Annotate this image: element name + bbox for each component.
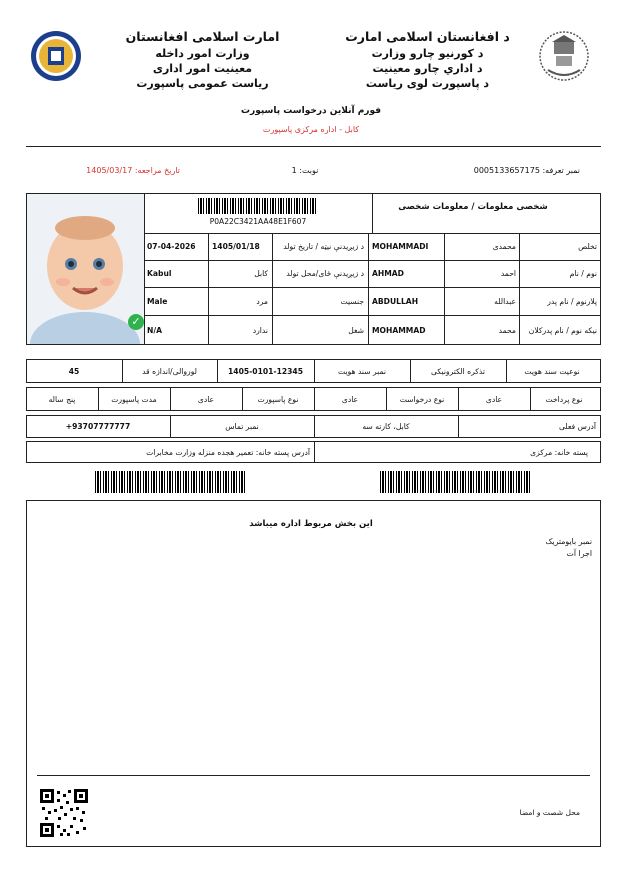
surname-value: محمدی <box>492 242 516 251</box>
right-header-line-2: د اداري چارو معينيت <box>372 62 483 75</box>
biometric-number-label: نمبر بایومتریک <box>545 537 592 546</box>
name-value: احمد <box>500 269 516 278</box>
gender-value: مرد <box>256 296 268 306</box>
grandfather-name-label: نیکه نوم / نام پدرکلان <box>528 325 597 335</box>
father-name-label: پلارنوم / نام پدر <box>547 296 597 306</box>
barcode-left <box>95 471 245 493</box>
application-barcode <box>198 198 318 214</box>
current-address-label: آدرس فعلی <box>559 422 596 431</box>
surname-label: تخلص <box>578 242 597 251</box>
grandfather-name-value: محمد <box>498 325 516 335</box>
name-en: AHMAD <box>372 269 404 278</box>
left-header-line-1: وزارت امور داخله <box>155 47 250 60</box>
execution-label: اجرا آت <box>566 549 592 558</box>
grandfather-name-en: MOHAMMAD <box>372 325 426 335</box>
left-header-line-3: ریاست عمومی پاسپورت <box>136 77 269 90</box>
post-office-address-label: آدرس پسته خانه: <box>255 447 310 457</box>
gender-label: جنسیت <box>340 296 364 306</box>
father-name-value: عبدالله <box>494 296 516 306</box>
request-type-label: نوع درخواست <box>399 394 445 404</box>
right-header-line-3: د پاسپورت لوی ریاست <box>365 77 490 90</box>
phone-value: +93707777777 <box>65 422 131 431</box>
post-office-address <box>30 441 310 463</box>
id-doc-type-label: نوعیت سند هویت <box>524 366 580 376</box>
office-section-title: این بخش مربوط اداره میباشد <box>249 519 373 529</box>
tracking-number <box>440 166 580 175</box>
passport-type-label: نوع پاسپورت <box>257 394 299 404</box>
job-en: N/A <box>147 325 163 335</box>
ref-date-label: تاریخ مراجعه: <box>134 166 180 175</box>
form-subtitle: کابل - اداره مرکزی پاسپورت <box>262 125 360 134</box>
reference-date <box>60 166 180 175</box>
height-label: لوروالی/اندازه قد <box>142 366 197 376</box>
surname-en: MOHAMMADI <box>372 242 429 251</box>
left-header-title: امارت اسلامی افغانستان <box>125 29 280 44</box>
pob-en: Kabul <box>147 269 172 278</box>
form-title: فورم آنلاین درخواست پاسپورت <box>240 106 382 116</box>
request-type-value: عادی <box>341 394 359 404</box>
applicant-photo <box>27 194 144 344</box>
id-doc-number-label: نمبر سند هویت <box>338 366 386 376</box>
tracking-value: 0005133657175 <box>473 166 540 175</box>
personal-section-title: شخصی معلومات / معلومات شخصی <box>398 202 548 212</box>
post-office-address-value: تعمیر هجده منزله وزارت مخابرات <box>146 447 254 457</box>
tracking-label: نمبر تعرفه: <box>542 166 580 175</box>
job-label: شغل <box>348 325 364 335</box>
passport-duration-label: مدت پاسپورت <box>111 394 157 404</box>
post-office-value: مرکزی <box>530 447 553 457</box>
right-header-title: د افغانستان اسلامی امارت <box>345 29 510 44</box>
barcode-right <box>380 471 530 493</box>
post-office-label: پسته خانه: <box>554 447 588 457</box>
dob-label: د زیږیدنې نیټه / تاریخ تولد <box>283 242 364 251</box>
father-name-en: ABDULLAH <box>372 296 419 306</box>
post-office <box>318 441 588 463</box>
pob-value: کابل <box>254 269 268 278</box>
payment-type-value: عادی <box>485 394 503 404</box>
id-doc-number-value: 1405-0101-12345 <box>228 366 303 376</box>
left-header-line-2: معینیت امور اداری <box>152 62 253 75</box>
signature-label: محل شصت و امضا <box>519 808 580 817</box>
qr-code-icon <box>40 789 88 837</box>
current-address-value: کابل، کارته سه <box>362 422 410 431</box>
passport-type-value: عادی <box>197 394 215 404</box>
height-value: 45 <box>68 366 80 376</box>
emirate-emblem-icon <box>538 30 590 82</box>
barcode-text: P0A22C3421AA48E1F607 <box>209 217 307 226</box>
turn-value: 1 <box>291 166 297 175</box>
payment-type-label: نوع پرداخت <box>545 394 583 404</box>
gender-en: Male <box>147 296 168 306</box>
pob-label: د زیږیدنې ځای/محل تولد <box>286 269 364 278</box>
turn-number <box>270 166 340 175</box>
dob-en: 07-04-2026 <box>147 242 196 251</box>
passport-duration-value: پنج ساله <box>48 394 76 404</box>
right-header-line-1: د کورنیو چارو وزارت <box>371 47 484 60</box>
job-value: ندارد <box>252 325 268 335</box>
id-doc-type-value: تذکره الکترونیکی <box>431 366 485 376</box>
phone-label: نمبر تماس <box>225 422 259 431</box>
dob-value: 1405/01/18 <box>212 242 260 251</box>
name-label: نوم / نام <box>569 269 597 278</box>
ref-date-value: 1405/03/17 <box>86 166 133 175</box>
passport-dept-logo-icon <box>30 30 82 82</box>
verified-check-icon: ✓ <box>128 314 144 330</box>
turn-label: نوبت: <box>299 166 319 175</box>
